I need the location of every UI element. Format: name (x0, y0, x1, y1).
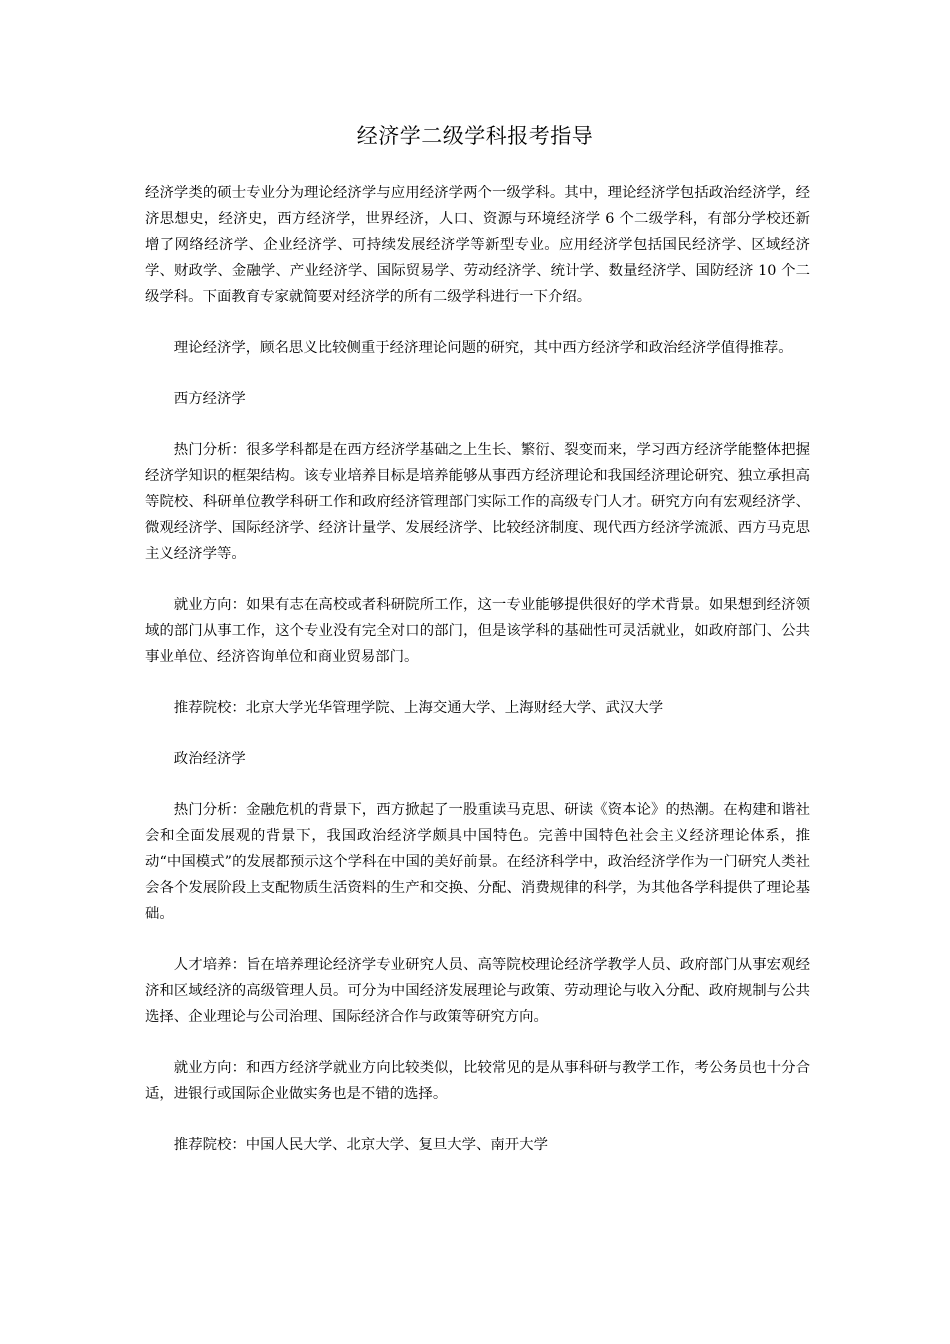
theory-economics-paragraph: 理论经济学，顾名思义比较侧重于经济理论问题的研究，其中西方经济学和政治经济学值得推荐。 (173, 340, 793, 356)
document-body (145, 180, 810, 1183)
western-economics-employment: 就业方向：如果有志在高校或者科研院所工作，这一专业能够提供很好的学术背景。如果想到经济领域的部门从事工作，这个专业没有完全对口的部门，但是该学科的基础性可灵活就业，如政府部门、公共事业单位、经济咨询单位和商业贸易部门。 (145, 597, 810, 665)
western-economics-schools: 推荐院校：北京大学光华管理学院、上海交通大学、上海财经大学、武汉大学 (173, 700, 664, 716)
western-economics-analysis: 热门分析：很多学科都是在西方经济学基础之上生长、繁衍、裂变而来，学习西方经济学能整体把握经济学知识的框架结构。该专业培养目标是培养能够从事西方经济理论和我国经济理论研究、独立承担高等院校、科研单位教学科研工作和政府经济管理部门实际工作的高级专门人才。研究方向有宏观经济学、微观经济学、国际经济学、经济计量学、发展经济学、比较经济制度、现代西方经济学流派、西方马克思主义经济学等。 (145, 442, 810, 562)
political-economics-training: 人才培养：旨在培养理论经济学专业研究人员、高等院校理论经济学教学人员、政府部门从事宏观经济和区域经济的高级管理人员。可分为中国经济发展理论与政策、劳动理论与收入分配、政府规制与公共选择、企业理论与公司治理、国际经济合作与政策等研究方向。 (145, 957, 810, 1025)
section-heading-western-economics: 西方经济学 (173, 391, 246, 407)
document-title: 经济学二级学科报考指导 (356, 124, 594, 148)
political-economics-schools: 推荐院校：中国人民大学、北京大学、复旦大学、南开大学 (173, 1137, 548, 1153)
political-economics-employment: 就业方向：和西方经济学就业方向比较类似，比较常见的是从事科研与教学工作，考公务员也十分合适，进银行或国际企业做实务也是不错的选择。 (145, 1060, 810, 1102)
intro-paragraph: 经济学类的硕士专业分为理论经济学与应用经济学两个一级学科。其中，理论经济学包括政治经济学，经济思想史，经济史，西方经济学，世界经济，人口、资源与环境经济学 6 个二级学科，有部分学校还新增了网络经济学、企业经济学、可持续发展经济学等新型专业。应用经济学包括国民经济学、区域经济学、财政学、金融学、产业经济学、国际贸易学、劳动经济学、统计学、数量经济学、国防经济 10 个二级学科。下面教育专家就简要对经济学的所有二级学科进行一下介绍。 (145, 185, 810, 305)
political-economics-analysis: 热门分析：金融危机的背景下，西方掀起了一股重读马克思、研读《资本论》的热潮。在构建和谐社会和全面发展观的背景下，我国政治经济学颇具中国特色。完善中国特色社会主义经济理论体系，推动“中国模式”的发展都预示这个学科在中国的美好前景。在经济科学中，政治经济学作为一门研究人类社会各个发展阶段上支配物质生活资料的生产和交换、分配、消费规律的科学，为其他各学科提供了理论基础。 (145, 802, 810, 922)
section-heading-political-economics: 政治经济学 (173, 751, 246, 767)
